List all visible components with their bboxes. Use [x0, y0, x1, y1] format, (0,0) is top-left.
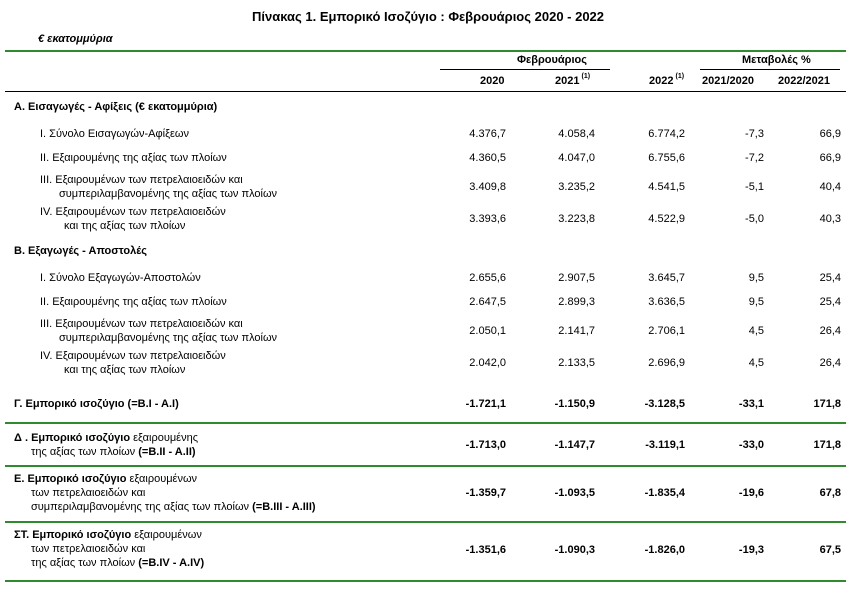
balance-formula: (=B.IV - A.IV): [138, 557, 205, 569]
col-2021: 2021 $^{(1)}$: [555, 73, 591, 87]
row-label-continued: συμπεριλαμβανομένης της αξίας των πλοίων: [59, 332, 278, 344]
cell-c2: 66,9: [819, 152, 841, 164]
cell-v2022: -3.119,1: [645, 439, 685, 451]
cell-c1: -33,0: [738, 439, 764, 451]
cell-v2020: 2.042,0: [469, 357, 506, 369]
balance-separator-rule: [5, 465, 846, 467]
cell-v2022: 3.636,5: [648, 296, 685, 308]
cell-c1: -7,2: [745, 152, 764, 164]
cell-c2: 25,4: [819, 272, 841, 284]
cell-c1: -5,1: [745, 181, 764, 193]
cell-v2020: 4.376,7: [469, 128, 506, 140]
cell-v2022: -1.826,0: [644, 544, 685, 556]
balance-label-line2: [31, 543, 145, 555]
cell-v2022: 3.645,7: [648, 272, 685, 284]
header-top-rule: [5, 50, 846, 52]
balance-label-line2: [31, 487, 145, 499]
cell-v2022: 2.696,9: [648, 357, 685, 369]
cell-v2022: 6.774,2: [648, 128, 685, 140]
cell-c2: 67,5: [819, 544, 841, 556]
row-label: I. Σύνολο Εισαγωγών-Αφίξεων: [40, 128, 189, 140]
cell-c1: 4,5: [748, 357, 764, 369]
cell-v2021: 2.899,3: [558, 296, 595, 308]
balance-label-line2-text: της αξίας των πλοίων: [31, 446, 139, 458]
cell-v2022: 4.541,5: [648, 181, 685, 193]
cell-c1: 4,5: [748, 325, 764, 337]
balance-label: [14, 432, 198, 444]
changes-group-rule: [700, 69, 840, 70]
col-change-2021-2020: 2021/2020: [702, 75, 754, 87]
cell-v2020: 4.360,5: [469, 152, 506, 164]
cell-v2021: -1.093,5: [554, 487, 595, 499]
row-label: I. Σύνολο Εξαγωγών-Αποστολών: [40, 272, 201, 284]
header-bottom-rule: [5, 91, 846, 92]
cell-v2022: 6.755,6: [648, 152, 685, 164]
balance-label-line2-text: των πετρελαιοειδών και: [31, 543, 146, 555]
row-label: IV. Εξαιρουμένων των πετρελαιοειδών: [40, 206, 226, 218]
cell-c2: 171,8: [813, 398, 841, 410]
cell-c1: -5,0: [745, 213, 764, 225]
row-label-continued: και της αξίας των πλοίων: [64, 364, 186, 376]
cell-v2020: 3.409,8: [469, 181, 506, 193]
balance-separator-rule: [5, 521, 846, 523]
balance-label: [14, 473, 197, 485]
cell-c2: 26,4: [819, 357, 841, 369]
cell-c1: -19,3: [738, 544, 764, 556]
group-changes: Μεταβολές %: [742, 54, 811, 66]
balance-label-rest: εξαιρουμένης: [130, 432, 198, 444]
balance-formula: (=B.II - A.II): [138, 446, 196, 458]
footnote-mark: (1): [581, 73, 591, 80]
cell-c1: -33,1: [738, 398, 764, 410]
cell-c1: -19,6: [738, 487, 764, 499]
row-label: III. Εξαιρουμένων των πετρελαιοειδών και: [40, 174, 243, 186]
cell-v2020: -1.359,7: [465, 487, 506, 499]
cell-v2021: -1.150,9: [554, 398, 595, 410]
balance-formula: (=B.III - A.III): [252, 501, 316, 513]
cell-c1: -7,3: [745, 128, 764, 140]
footnote-mark: (1): [675, 73, 685, 80]
row-label: IV. Εξαιρουμένων των πετρελαιοειδών: [40, 350, 226, 362]
col-2022: 2022 $^{(1)}$: [649, 73, 685, 87]
cell-v2022: -3.128,5: [644, 398, 685, 410]
balance-label-line2: [31, 446, 196, 458]
group-february: Φεβρουάριος: [517, 54, 587, 66]
cell-v2021: 3.223,8: [558, 213, 595, 225]
table-bottom-rule: [5, 580, 846, 582]
cell-v2020: -1.721,1: [465, 398, 506, 410]
cell-v2021: -1.147,7: [554, 439, 595, 451]
cell-c2: 40,3: [819, 213, 841, 225]
cell-v2022: 2.706,1: [648, 325, 685, 337]
row-label: II. Εξαιρουμένης της αξίας των πλοίων: [40, 296, 227, 308]
cell-v2020: -1.351,6: [465, 544, 506, 556]
balance-label-bold: Γ. Εμπορικό ισοζύγιο (=B.I - A.I): [14, 398, 179, 410]
cell-c1: 9,5: [748, 272, 764, 284]
cell-c1: 9,5: [748, 296, 764, 308]
cell-v2021: 2.133,5: [558, 357, 595, 369]
unit-note: € εκατομμύρια: [38, 33, 113, 45]
balance-label-bold: Δ . Εμπορικό ισοζύγιο: [14, 432, 131, 444]
cell-c2: 171,8: [813, 439, 841, 451]
balance-label-line2-text: των πετρελαιοειδών και: [31, 487, 146, 499]
balance-separator-rule: [5, 422, 846, 424]
cell-v2021: 4.058,4: [558, 128, 595, 140]
cell-v2022: 4.522,9: [648, 213, 685, 225]
balance-label-line3: [31, 501, 316, 513]
cell-v2020: 3.393,6: [469, 213, 506, 225]
cell-v2021: 4.047,0: [558, 152, 595, 164]
cell-v2022: -1.835,4: [644, 487, 685, 499]
row-label: III. Εξαιρουμένων των πετρελαιοειδών και: [40, 318, 243, 330]
balance-label-line3: [31, 557, 204, 569]
cell-c2: 25,4: [819, 296, 841, 308]
balance-label: [14, 529, 202, 541]
cell-v2021: 2.907,5: [558, 272, 595, 284]
row-label-continued: και της αξίας των πλοίων: [64, 220, 186, 232]
cell-v2020: 2.647,5: [469, 296, 506, 308]
balance-label-rest: εξαιρουμένων: [131, 529, 202, 541]
february-group-rule: [440, 69, 610, 70]
section-a-title: Α. Εισαγωγές - Αφίξεις (€ εκατομμύρια): [14, 101, 218, 113]
table-title: Πίνακας 1. Εμπορικό Ισοζύγιο : Φεβρουάριος 2020 - 2022: [251, 9, 605, 24]
row-label-continued: συμπεριλαμβανομένης της αξίας των πλοίων: [59, 188, 278, 200]
balance-label-line3-text: συμπεριλαμβανομένης της αξίας των πλοίων: [31, 501, 253, 513]
cell-v2020: -1.713,0: [465, 439, 506, 451]
cell-v2021: 2.141,7: [558, 325, 595, 337]
cell-c2: 26,4: [819, 325, 841, 337]
cell-v2020: 2.050,1: [469, 325, 506, 337]
row-label: II. Εξαιρουμένης της αξίας των πλοίων: [40, 152, 227, 164]
cell-v2021: -1.090,3: [554, 544, 595, 556]
col-change-2022-2021: 2022/2021: [778, 75, 830, 87]
cell-c2: 40,4: [819, 181, 841, 193]
balance-label-line3-text: της αξίας των πλοίων: [31, 557, 139, 569]
section-b-title: Β. Εξαγωγές - Αποστολές: [14, 245, 147, 257]
balance-label: [14, 398, 179, 410]
cell-c2: 67,8: [819, 487, 841, 499]
balance-label-bold: ΣΤ. Εμπορικό ισοζύγιο: [14, 529, 132, 541]
cell-c2: 66,9: [819, 128, 841, 140]
cell-v2020: 2.655,6: [469, 272, 506, 284]
cell-v2021: 3.235,2: [558, 181, 595, 193]
balance-label-rest: εξαιρουμένων: [126, 473, 198, 485]
balance-label-bold: Ε. Εμπορικό ισοζύγιο: [14, 473, 127, 485]
col-2020: 2020: [480, 75, 505, 87]
